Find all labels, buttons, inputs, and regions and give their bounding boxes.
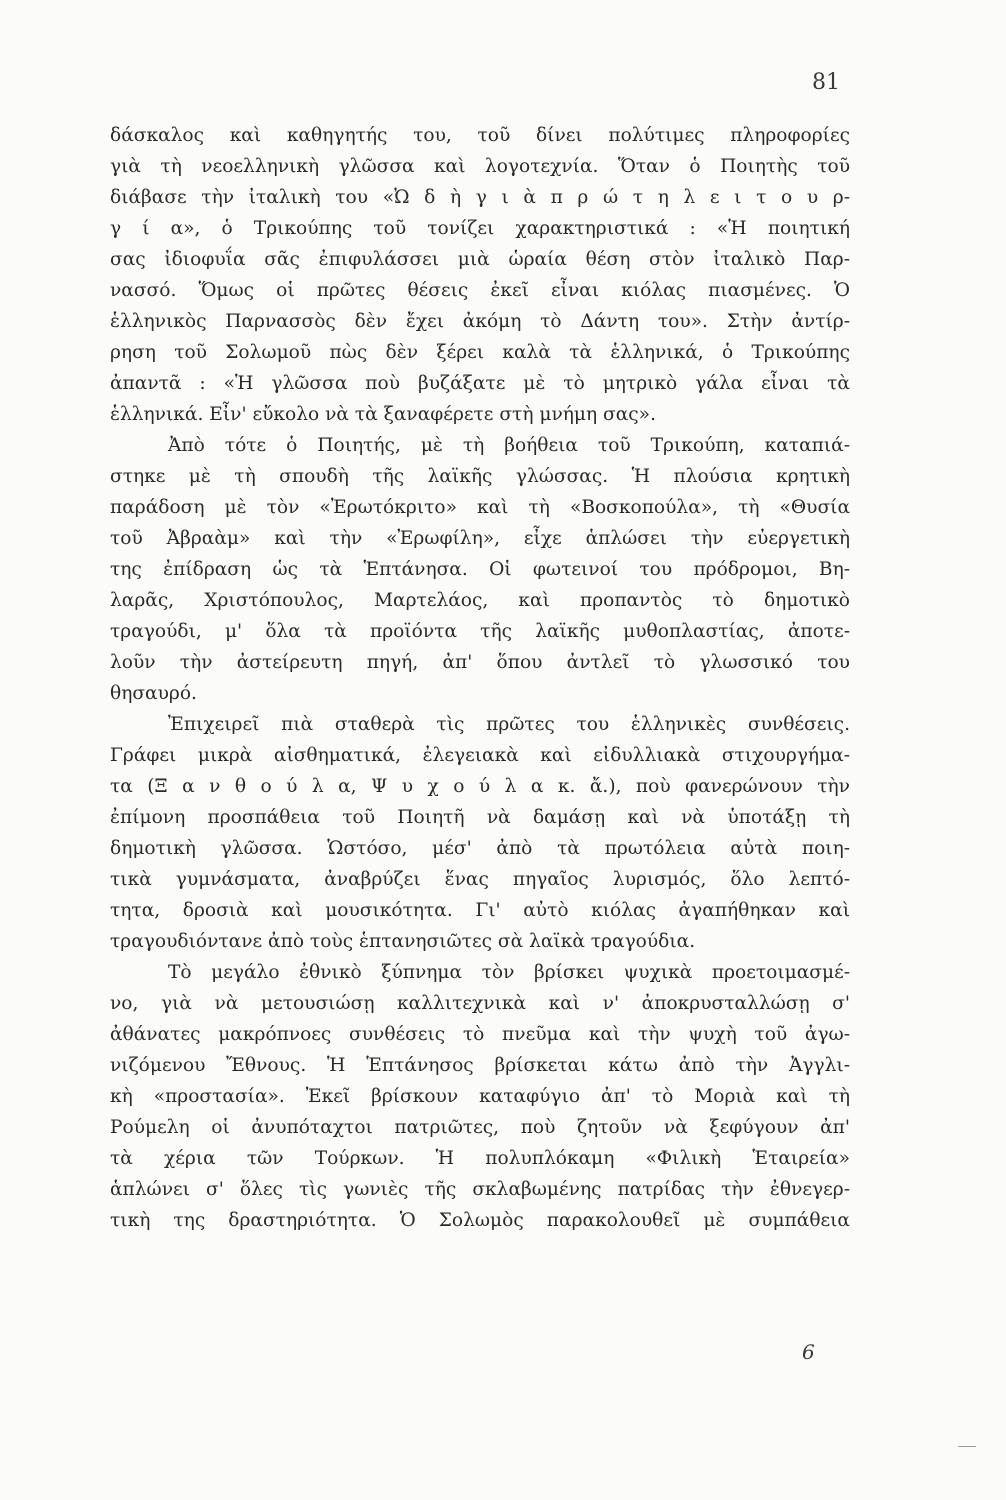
text-line: Ἀπὸ τότε ὁ Ποιητής, μὲ τὴ βοήθεια τοῦ Τρικούπη, καταπιά-	[168, 435, 850, 456]
text-line: της ἐπίδραση ὡς τὰ Ἑπτάνησα. Οἱ φωτεινοί του πρόδρομοι, Βη-	[110, 559, 850, 580]
text-line: ἑλληνικά. Εἶν' εὔκολο νὰ τὰ ξαναφέρετε στὴ μνήμη σας».	[110, 404, 656, 425]
text-line: Γράφει μικρὰ αἰσθηματικά, ἐλεγειακὰ καὶ εἰδυλλιακὰ στιχουργήμα-	[110, 745, 850, 766]
text-line: ρηση τοῦ Σολωμοῦ πὼς δὲν ξέρει καλὰ τὰ ἑλληνικά, ὁ Τρικούπης	[110, 342, 850, 363]
text-line: τητα, δροσιὰ καὶ μουσικότητα. Γι' αὐτὸ κιόλας ἀγαπήθηκαν καὶ	[110, 900, 850, 921]
text-line: νο, γιὰ νὰ μετουσιώσῃ καλλιτεχνικὰ καὶ ν' ἀποκρυσταλλώσῃ σ'	[110, 993, 850, 1014]
text-line: στηκε μὲ τὴ σπουδὴ τῆς λαϊκῆς γλώσσας. Ἡ πλούσια κρητικὴ	[110, 466, 850, 487]
text-line: τικὴ της δραστηριότητα. Ὁ Σολωμὸς παρακολουθεῖ μὲ συμπάθεια	[110, 1210, 850, 1231]
text-line: Τὸ μεγάλο ἐθνικὸ ξύπνημα τὸν βρίσκει ψυχικὰ προετοιμασμέ-	[168, 962, 850, 983]
text-line: τοῦ Ἀβραὰμ» καὶ τὴν «Ἐρωφίλη», εἶχε ἁπλώσει τὴν εὐεργετικὴ	[110, 528, 850, 549]
text-line: δάσκαλος καὶ καθηγητής του, τοῦ δίνει πολύτιμες πληροφορίες	[110, 125, 850, 146]
text-line: σας ἰδιοφυΐα σᾶς ἐπιφυλάσσει μιὰ ὡραία θέση στὸν ἰταλικὸ Παρ-	[110, 249, 850, 270]
text-line: νιζόμενου Ἔθνους. Ἡ Ἑπτάνησος βρίσκεται κάτω ἀπὸ τὴν Ἀγγλι-	[110, 1055, 850, 1076]
text-line: Ἐπιχειρεῖ πιὰ σταθερὰ τὶς πρῶτες του ἑλληνικὲς συνθέσεις.	[168, 714, 850, 735]
text-line: λαρᾶς, Χριστόπουλος, Μαρτελάος, καὶ προπαντὸς τὸ δημοτικὸ	[110, 590, 850, 611]
text-line: δημοτικὴ γλῶσσα. Ὡστόσο, μέσ' ἀπὸ τὰ πρωτόλεια αὐτὰ ποιη-	[110, 838, 850, 859]
text-line: ἀθάνατες μακρόπνοες συνθέσεις τὸ πνεῦμα καὶ τὴν ψυχὴ τοῦ ἀγω-	[110, 1024, 850, 1045]
text-line: διάβασε τὴν ἰταλικὴ του «Ὠ δ ὴ γ ι ὰ π ρ ώ τ η λ ε ι τ ο υ ρ-	[110, 187, 850, 208]
text-line: τα (Ξ α ν θ ο ύ λ α, Ψ υ χ ο ύ λ α κ. ἄ.), ποὺ φανερώνουν τὴν	[110, 776, 850, 797]
text-line: ἁπλώνει σ' ὅλες τὶς γωνιὲς τῆς σκλαβωμένης πατρίδας τὴν ἐθνεγερ-	[110, 1179, 850, 1200]
page-number: 81	[812, 70, 840, 95]
text-line: γιὰ τὴ νεοελληνικὴ γλῶσσα καὶ λογοτεχνία. Ὅταν ὁ Ποιητὴς τοῦ	[110, 156, 850, 177]
signature-mark: 6	[802, 1340, 815, 1364]
text-line: λοῦν τὴν ἀστείρευτη πηγή, ἀπ' ὅπου ἀντλεῖ τὸ γλωσσικό του	[110, 652, 850, 673]
text-line: ἐπίμονη προσπάθεια τοῦ Ποιητῆ νὰ δαμάσῃ καὶ νὰ ὑποτάξῃ τὴ	[110, 807, 850, 828]
text-line: ἀπαντᾶ : «Ἡ γλῶσσα ποὺ βυζάξατε μὲ τὸ μητρικὸ γάλα εἶναι τὰ	[110, 373, 850, 394]
text-line: θησαυρό.	[110, 683, 197, 704]
text-line: τραγούδι, μ' ὅλα τὰ προϊόντα τῆς λαϊκῆς μυθοπλαστίας, ἀποτε-	[110, 621, 850, 642]
body-text	[110, 120, 850, 1236]
text-line: παράδοση μὲ τὸν «Ἐρωτόκριτο» καὶ τὴ «Βοσκοπούλα», τὴ «Θυσία	[110, 497, 850, 518]
text-line: νασσό. Ὅμως οἱ πρῶτες θέσεις ἐκεῖ εἶναι κιόλας πιασμένες. Ὁ	[110, 280, 850, 301]
text-line: κὴ «προστασία». Ἐκεῖ βρίσκουν καταφύγιο ἀπ' τὸ Μοριὰ καὶ τὴ	[110, 1086, 850, 1107]
text-line: Ρούμελη οἱ ἀνυπόταχτοι πατριῶτες, ποὺ ζητοῦν νὰ ξεφύγουν ἀπ'	[110, 1117, 850, 1138]
text-line: τὰ χέρια τῶν Τούρκων. Ἡ πολυπλόκαμη «Φιλικὴ Ἑταιρεία»	[110, 1148, 850, 1169]
text-line: ἑλληνικὸς Παρνασσὸς δὲν ἔχει ἀκόμη τὸ Δάντη του». Στὴν ἀντίρ-	[110, 311, 850, 332]
margin-dash	[958, 1446, 976, 1447]
text-line: γ ί α», ὁ Τρικούπης τοῦ τονίζει χαρακτηριστικά : «Ἡ ποιητική	[110, 218, 850, 239]
text-line: τικὰ γυμνάσματα, ἀναβρύζει ἕνας πηγαῖος λυρισμός, ὅλο λεπτό-	[110, 869, 850, 890]
text-line: τραγουδιόντανε ἀπὸ τοὺς ἑπτανησιῶτες σὰ λαϊκὰ τραγούδια.	[110, 931, 696, 952]
